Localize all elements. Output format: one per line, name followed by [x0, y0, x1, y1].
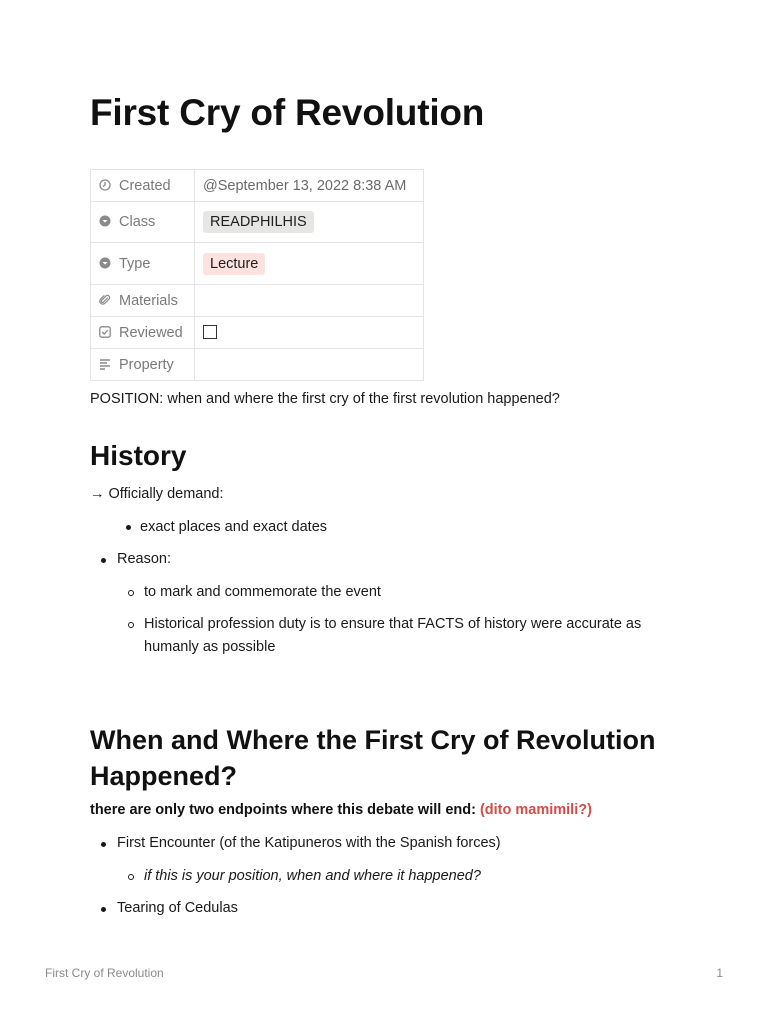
page-title: First Cry of Revolution — [90, 92, 485, 133]
text-icon — [99, 358, 111, 370]
properties-table — [90, 169, 424, 381]
bullet-dot — [126, 525, 131, 530]
list-item-first-encounter: First Encounter (of the Katipuneros with the Spanish forces) — [117, 835, 501, 851]
property-value-created[interactable]: @September 13, 2022 8:38 AM — [195, 170, 424, 202]
property-row-class — [91, 202, 424, 243]
property-row-property — [91, 349, 424, 381]
property-row-type — [91, 243, 424, 285]
property-value-class[interactable] — [195, 202, 424, 243]
property-key — [91, 285, 195, 317]
list-item-if-position: if this is your position, when and where it happened? — [144, 868, 481, 884]
list-item-duty-line2: humanly as possible — [144, 639, 276, 655]
type-tag[interactable]: Lecture — [203, 253, 265, 275]
property-key — [91, 349, 195, 381]
property-key-label: Materials — [119, 292, 178, 309]
property-key-label: Class — [119, 214, 156, 230]
property-value-type[interactable] — [195, 243, 424, 285]
paperclip-icon — [99, 294, 111, 306]
property-key-label: Created — [119, 177, 171, 194]
class-tag[interactable]: READPHILHIS — [203, 211, 314, 233]
history-heading: History — [90, 440, 187, 471]
property-row-reviewed — [91, 317, 424, 349]
list-item-mark: to mark and commemorate the event — [144, 584, 381, 600]
property-key-label: Type — [119, 255, 151, 272]
property-row-created — [91, 170, 424, 202]
list-item-reason: Reason: — [117, 551, 172, 567]
property-value-reviewed — [195, 317, 424, 349]
endpoints-label: there are only two endpoints where this debate will end: — [90, 802, 476, 818]
bullet-dot — [101, 558, 106, 563]
property-row-materials — [91, 285, 424, 317]
property-key-label: Reviewed — [119, 324, 183, 341]
property-key — [91, 170, 195, 202]
property-key — [91, 317, 195, 349]
property-key — [91, 243, 195, 285]
property-value-property[interactable] — [195, 349, 424, 381]
endpoints-text — [90, 802, 592, 818]
bullet-circle — [128, 622, 134, 628]
property-value-materials[interactable] — [195, 285, 424, 317]
bullet-dot — [101, 842, 106, 847]
property-key-label: Property — [119, 356, 174, 373]
endpoints-note: (dito mamimili?) — [479, 802, 592, 818]
page-number: 1 — [716, 966, 723, 980]
bullet-dot — [101, 907, 106, 912]
list-item-duty-line1: Historical profession duty is to ensure that FACTS of history were accurate as — [144, 616, 642, 632]
reviewed-checkbox[interactable] — [203, 325, 217, 339]
select-icon — [99, 215, 111, 227]
checkbox-icon — [99, 326, 111, 338]
officially-demand-text: → Officially demand: — [90, 486, 224, 502]
bullet-circle — [128, 590, 134, 596]
clock-icon — [99, 179, 111, 191]
select-icon — [99, 257, 111, 269]
when-heading: When and Where the First Cry of Revolution Happened? — [90, 725, 656, 791]
list-item-tearing: Tearing of Cedulas — [117, 900, 238, 916]
property-key — [91, 202, 195, 243]
position-text: POSITION: when and where the first cry of the first revolution happened? — [90, 391, 560, 407]
bullet-circle — [128, 874, 134, 880]
list-item-exact: exact places and exact dates — [140, 519, 328, 535]
footer-title: First Cry of Revolution — [45, 966, 164, 980]
